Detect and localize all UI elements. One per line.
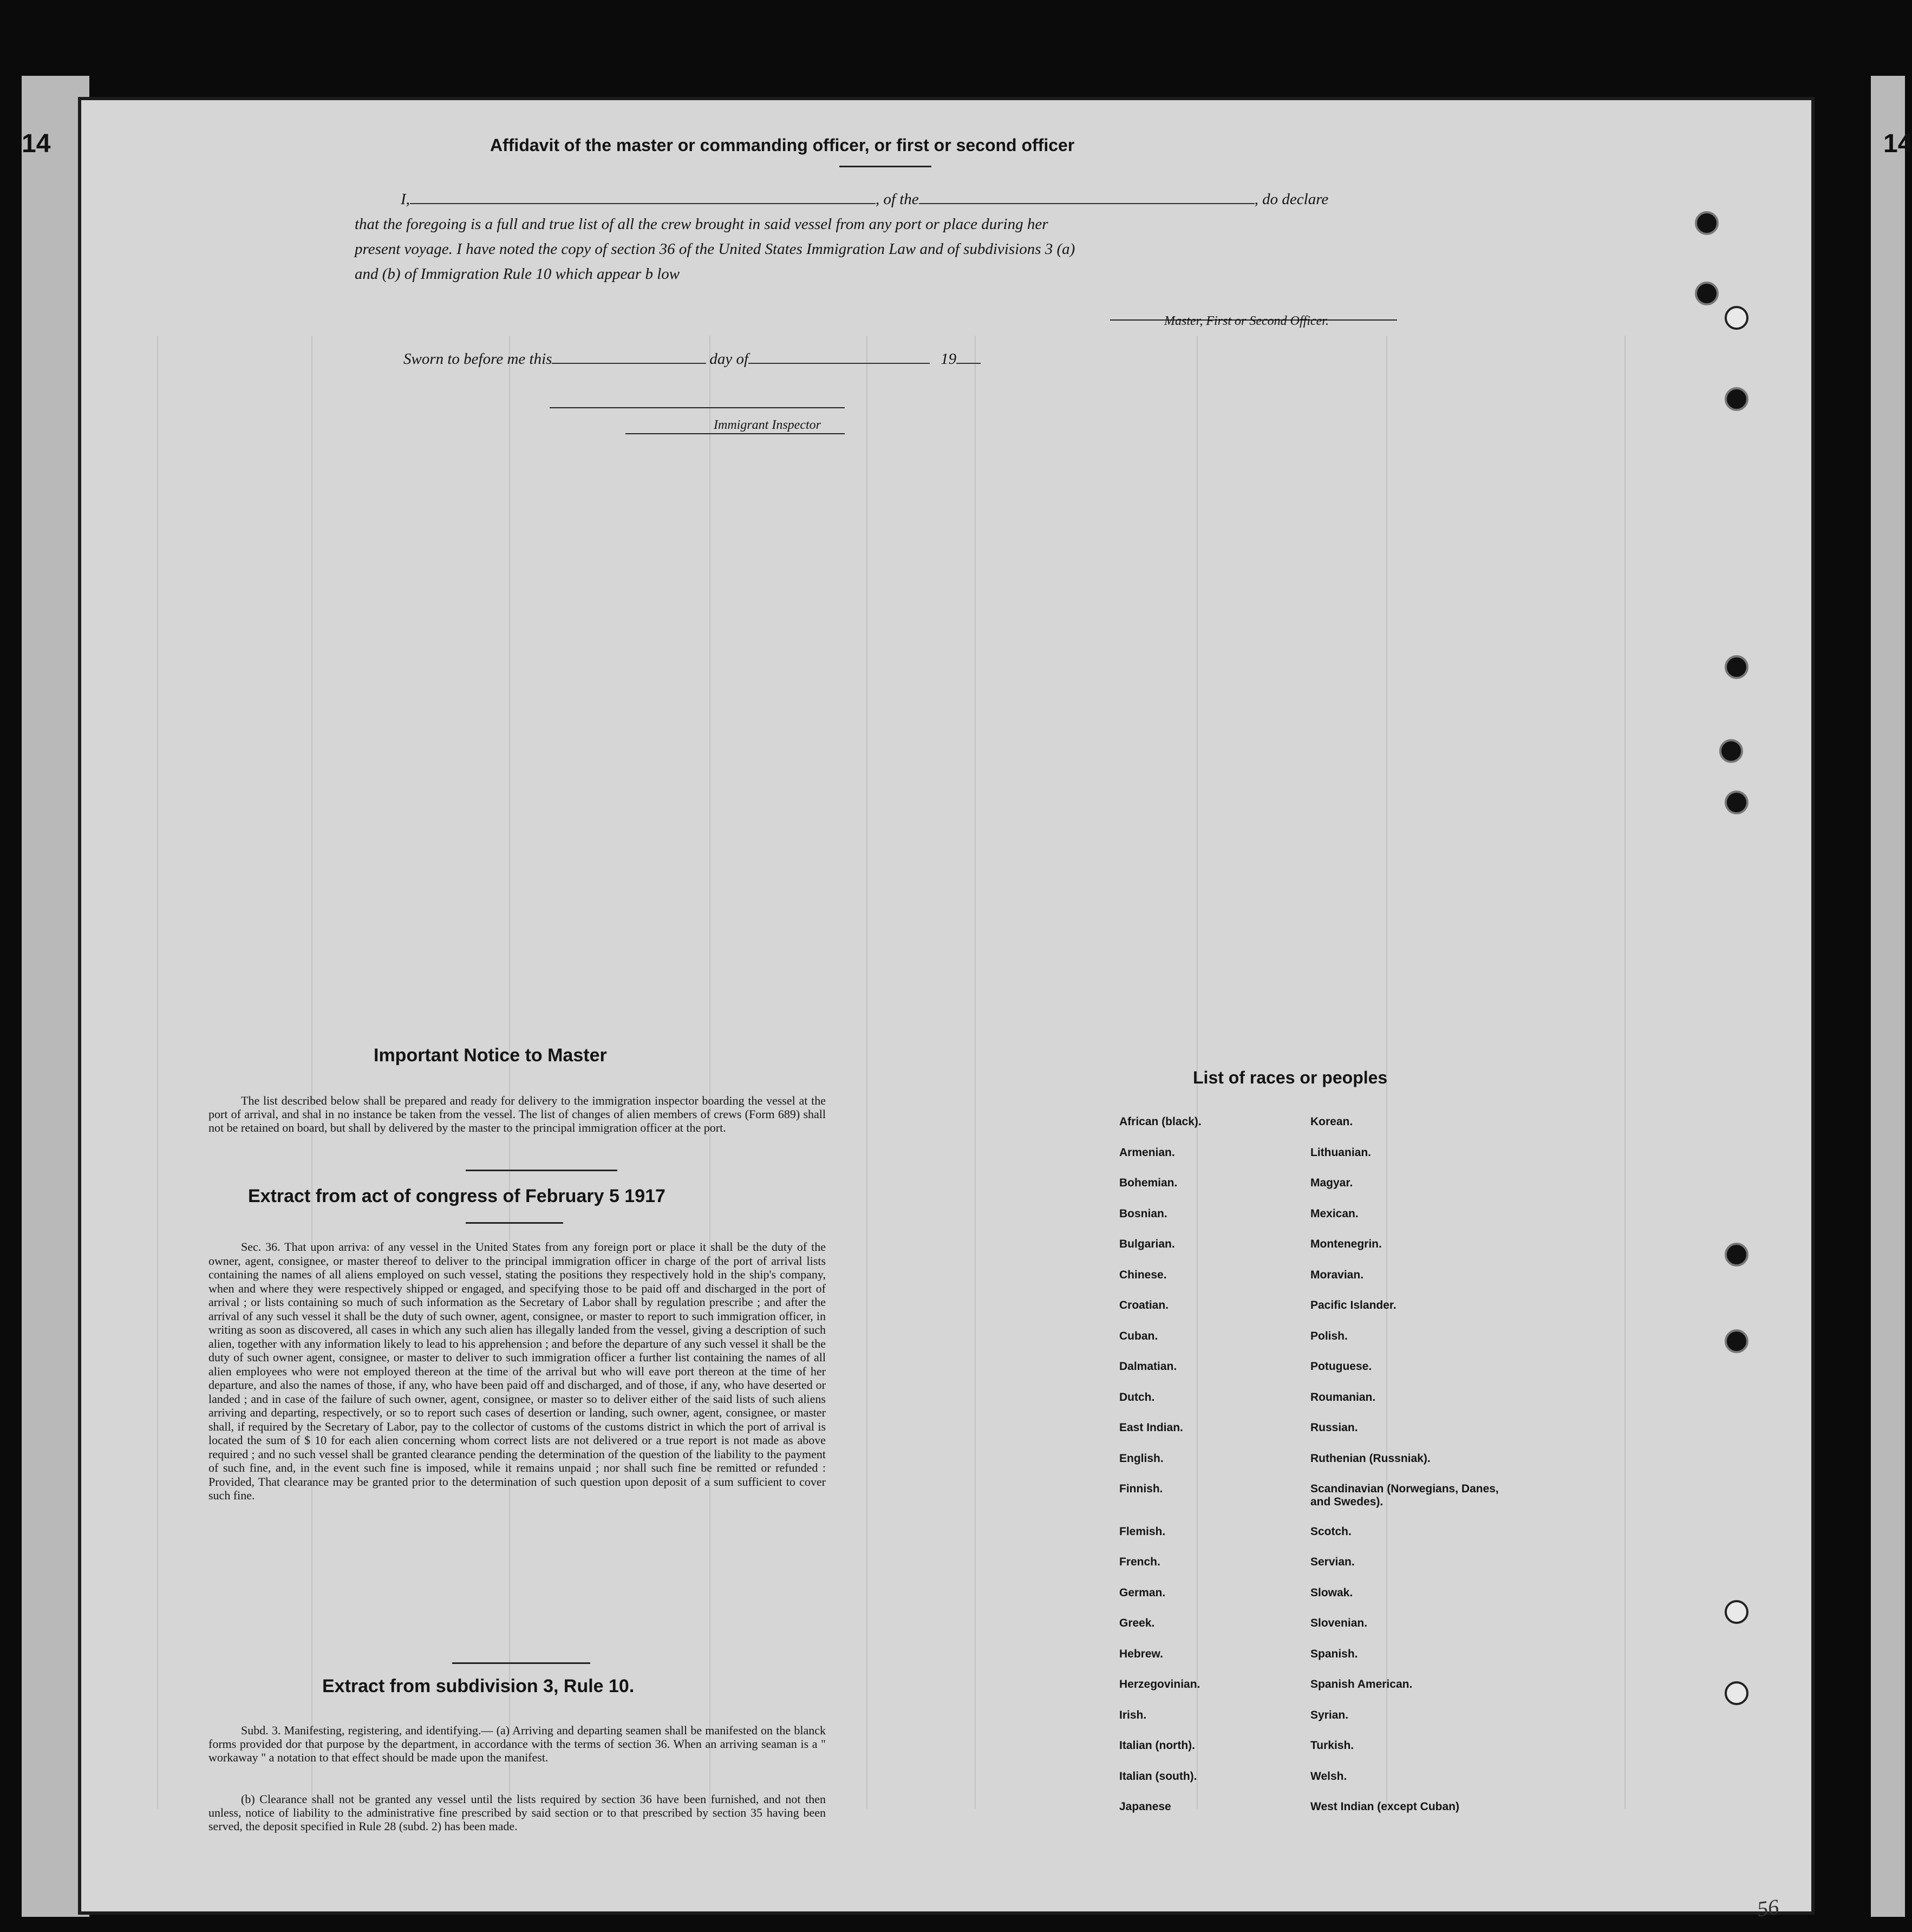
binder-hole [1725,1329,1748,1353]
binder-hole [1719,739,1743,763]
inspector-signature-line [550,407,845,408]
race-item: Montenegrin. [1310,1238,1382,1250]
affidavit-line2: that the foregoing is a full and true list of all the crew brought in said vessel from any port or place during her [355,216,1048,233]
binder-hole [1725,387,1748,411]
race-item: English. [1119,1452,1164,1465]
race-item: East Indian. [1119,1421,1183,1434]
race-item: Cuban. [1119,1329,1158,1342]
race-item: Spanish. [1310,1647,1358,1660]
race-item: Finnish. [1119,1483,1163,1495]
signature-label: Master, First or Second Officer. [1164,314,1329,328]
bleed-through-rule [509,336,510,1809]
race-item: Italian (south). [1119,1770,1197,1783]
race-item: Scotch. [1310,1525,1352,1538]
bleed-through-rule [311,336,312,1809]
extract-rule-text-a: Subd. 3. Manifesting, registering, and identifying.— (a) Arriving and departing seamen shall be manifested on the blanck forms provided dor that purpose by the department, in accordance with the terms of section 36. When an arriving seaman is a " workaway " a notation to that effect should be made upon the manifest. [208,1724,826,1764]
race-item: Scandinavian (Norwegians, Danes, and Swedes). [1310,1483,1499,1508]
binder-hole [1725,1243,1748,1267]
race-item: Ruthenian (Russniak). [1310,1452,1431,1465]
affidavit-line3: present voyage. I have noted the copy of section 36 of the United States Immigration Law and of subdivisions 3 (a) [355,240,1075,258]
affidavit-title: Affidavit of the master or commanding officer, or first or second officer [490,135,1075,155]
adjacent-page-right [1871,76,1905,1917]
race-item: Russian. [1310,1421,1358,1434]
binder-hole [1725,306,1748,330]
master-name-blank [410,203,876,204]
race-item: Dalmatian. [1119,1360,1177,1373]
inspector-signature-line [625,433,845,434]
bleed-through-rule [1624,336,1626,1809]
race-item: Magyar. [1310,1177,1353,1189]
race-item: Slovenian. [1310,1617,1368,1629]
race-item: West Indian (except Cuban) [1310,1800,1459,1813]
vessel-name-blank [919,203,1255,204]
race-item: Croatian. [1119,1299,1169,1311]
race-item: Pacific Islander. [1310,1299,1397,1311]
race-item: French. [1119,1556,1160,1568]
race-item: Armenian. [1119,1146,1175,1159]
extract-rule-title: Extract from subdivision 3, Rule 10. [322,1676,635,1696]
margin-note: 56 [1756,1894,1780,1922]
race-item: Spanish American. [1310,1678,1413,1690]
race-item: Japanese [1119,1800,1171,1813]
binder-hole [1725,1600,1748,1624]
extract-rule-text-b: (b) Clearance shall not be granted any vessel until the lists required by section 36 have been furnished, and not then unless, notice of liability to the administrative fine prescribed by said section or to that prescribed by section 35 having been served, the deposit specified in Rule 28 (subd. 2) has been made. [208,1792,826,1833]
bleed-through-rule [157,336,158,1809]
race-item: Lithuanian. [1310,1146,1371,1159]
races-title: List of races or peoples [1193,1068,1388,1087]
adjacent-page-number-right: 14 [1883,129,1912,158]
race-item: Greek. [1119,1617,1155,1629]
race-item: Syrian. [1310,1708,1349,1721]
sworn-month-blank [748,363,930,364]
sworn-year-blank [956,363,981,364]
race-item: Moravian. [1310,1268,1364,1281]
binder-hole [1725,655,1748,679]
binder-hole [1695,211,1719,235]
race-item: Bulgarian. [1119,1238,1175,1250]
sworn-line: Sworn to before me this day of 19 [403,347,981,371]
adjacent-page-number-left: 14 [22,129,51,158]
race-item: Polish. [1310,1329,1348,1342]
divider [452,1662,590,1664]
race-item: Flemish. [1119,1525,1166,1538]
race-item: Hebrew. [1119,1647,1163,1660]
race-item: German. [1119,1586,1166,1599]
affidavit-line4: and (b) of Immigration Rule 10 which appear b low [355,265,680,283]
race-item: Roumanian. [1310,1391,1376,1404]
bleed-through-rule [975,336,976,1809]
race-item: Servian. [1310,1556,1355,1568]
affidavit-line1: I, , of the , do declare [401,191,1329,208]
race-item: Italian (north). [1119,1739,1195,1752]
race-item: Irish. [1119,1708,1147,1721]
divider [466,1222,563,1224]
race-item: Slowak. [1310,1586,1353,1599]
race-item: Welsh. [1310,1770,1347,1783]
race-item: Herzegovinian. [1119,1678,1200,1690]
sworn-day-blank [552,363,706,364]
bleed-through-rule [866,336,867,1809]
binder-hole [1725,791,1748,814]
race-item: Bohemian. [1119,1177,1178,1189]
extract-act-text: Sec. 36. That upon arriva: of any vessel in the United States from any foreign port or place it shall be the duty of the owner, agent, consignee, or master thereof to deliver to the principal immigration officer in charge of the port of arrival lists containing the names of all aliens employed on such vessel, stating the positions they respectively hold in the ship's company, when and where they were respectively shipped or engaged, and specifying those to be paid off and discharged in the port of arrival ; or lists containing so much of such information as the Secretary of Labor shall by regulation prescribe ; and after the arrival of any such vessel it shall be the duty of such owner, agent, consignee, or master to report to such immigration officer, in writing as soon as discovered, all cases in which any such alien has illegally landed from the vessel, giving a description of such alien, together with any information likely to lead to his apprehension ; and before the departure of any such vessel it shall be the duty of such owner agent, consignee, or master to deliver to such immigration officer a further list containing the names of all alien employees who were not employed thereon at the time of the arrival but who will eave port thereon at the time of her departure, and also the names of those, if any, who have been paid off and discharged, and of those, if any, who have deserted or landed ; and in case of the failure of such owner, agent, consignee, or master so to deliver either of the said lists of such aliens arriving and departing, respectively, or so to report such cases of desertion or landing, such owner, agent, consignee, or master shall, if required by the Secretary of Labor, pay to the collector of customs of the customs district in which the port of arrival is located the sum of $ 10 for each alien concerning whom correct lists are not delivered or a true report is not made as above required ; and no such vessel shall be granted clearance pending the determination of the question of the liability to the payment of such fine, and, in the event such fine is imposed, while it remains unpaid ; nor shall such fine be remitted or refunded : Provided, That clearance may be granted prior to the determination of such question upon deposit of a sum sufficient to cover such fine. [208,1240,826,1502]
race-item: Chinese. [1119,1268,1167,1281]
divider [839,166,931,167]
binder-hole [1695,282,1719,305]
divider [466,1170,617,1171]
race-item: Mexican. [1310,1207,1359,1220]
inspector-label: Immigrant Inspector [714,418,821,432]
binder-hole [1725,1681,1748,1705]
adjacent-page-left [22,76,89,1917]
race-item: Korean. [1310,1115,1353,1128]
notice-title: Important Notice to Master [374,1045,607,1066]
race-item: Turkish. [1310,1739,1354,1752]
race-item: Bosnian. [1119,1207,1167,1220]
race-item: African (black). [1119,1115,1202,1128]
race-item: Dutch. [1119,1391,1155,1404]
bleed-through-rule [709,336,710,1809]
notice-text: The list described below shall be prepared and ready for delivery to the immigration inspector boarding the vessel at the port of arrival, and shal in no instance be taken from the vessel. The list of changes of alien members of crews (Form 689) shall not be retained on board, but shall by delivered by the master to the principal immigration officer at the port. [208,1094,826,1134]
extract-act-title: Extract from act of congress of February 5 1917 [248,1186,665,1206]
document-page [81,100,1811,1911]
race-item: Potuguese. [1310,1360,1372,1373]
